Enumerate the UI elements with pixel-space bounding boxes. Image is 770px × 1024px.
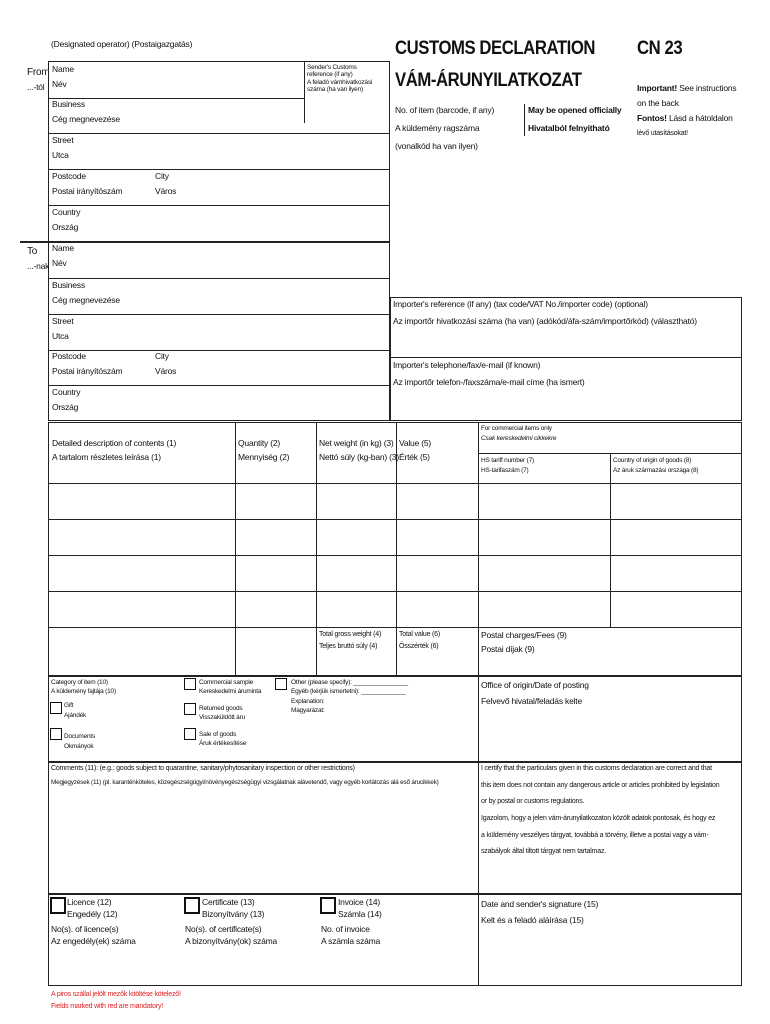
mandatory-note <box>51 991 181 1011</box>
mandatory-note-en: Fields marked with red are mandatory! <box>51 1003 164 1011</box>
documents-block <box>48 894 742 986</box>
recipient-city-field[interactable]: City Város <box>155 351 177 376</box>
content-row-1[interactable] <box>49 484 235 519</box>
returned-goods-checkbox[interactable] <box>184 703 196 715</box>
sender-name-field[interactable]: Name Név <box>52 64 74 89</box>
quantity-header: Quantity (2) Mennyiség (2) <box>238 438 290 462</box>
item-number-label-hu-2: (vonalkód ha van ilyen) <box>395 140 478 151</box>
commercial-items-header: For commercial items only Csak kereskedelmi cikkekre <box>481 425 557 443</box>
to-label: To ...-nak <box>27 246 50 271</box>
important-label: Important! <box>637 83 678 93</box>
form-title-en: CUSTOMS DECLARATION <box>395 38 596 59</box>
form-code: CN 23 <box>637 38 683 59</box>
invoice-checkbox[interactable] <box>320 897 336 914</box>
important-note <box>637 84 736 138</box>
documents-label: Documents Okmányok <box>64 733 96 751</box>
sale-of-goods-checkbox[interactable] <box>184 728 196 740</box>
sender-postcode-field[interactable]: Postcode Postai irányítószám <box>52 171 123 196</box>
fontos-text-2: lévő utasításokat! <box>637 130 688 138</box>
gift-checkbox[interactable] <box>50 702 62 714</box>
may-open-label: May be opened officially <box>528 105 622 115</box>
commercial-sample-checkbox[interactable] <box>184 678 196 690</box>
gift-label: Gift Ajándék <box>64 702 87 720</box>
recipient-country-field[interactable]: Country Ország <box>52 387 81 412</box>
total-value-field[interactable]: Total value (6) Összérték (6) <box>399 631 440 651</box>
value-header: Value (5) Érték (5) <box>399 438 432 462</box>
invoice-number-field[interactable]: No. of invoice A számla száma <box>321 924 381 946</box>
description-header: Detailed description of contents (1) A tartalom részletes leírása (1) <box>52 438 177 462</box>
item-number-field[interactable] <box>395 106 494 151</box>
country-origin-header: Country of origin of goods (8) Az áruk származási országa (8) <box>613 457 699 475</box>
licence-label: Licence (12) Engedély (12) <box>67 897 118 919</box>
documents-checkbox[interactable] <box>50 728 62 740</box>
signature-field[interactable]: Date and sender's signature (15) Kelt és a feladó aláírása (15) <box>481 899 599 925</box>
recipient-business-field[interactable]: Business Cég megnevezése <box>52 280 120 305</box>
recipient-street-field[interactable]: Street Utca <box>52 316 74 341</box>
certificate-number-field[interactable]: No(s). of certificate(s) A bizonyítvány(ok) száma <box>185 924 278 946</box>
returned-goods-label: Returned goods Visszaküldött áru <box>199 705 245 722</box>
postal-charges-field[interactable]: Postal charges/Fees (9) Postai díjak (9) <box>481 630 567 654</box>
licence-checkbox[interactable] <box>50 897 66 914</box>
fontos-label: Fontos! <box>637 112 667 123</box>
may-open-note <box>528 106 621 134</box>
certificate-checkbox[interactable] <box>184 897 200 914</box>
commercial-sample-label: Commercial sample Kereskedelmi áruminta <box>199 679 262 696</box>
form-title-hu: VÁM-ÁRUNYILATKOZAT <box>395 70 582 91</box>
sender-city-field[interactable]: City Város <box>155 171 177 196</box>
sender-country-field[interactable]: Country Ország <box>52 207 81 232</box>
sale-of-goods-label: Sale of goods Áruk értékesítése <box>199 731 247 748</box>
item-number-label-hu: A küldemény ragszáma <box>395 122 480 133</box>
net-weight-header: Net weight (in kg) (3) Nettó súly (kg-ban) (3) <box>319 438 399 462</box>
certification-text: I certify that the particulars given in this customs declaration are correct and that this item does not contain any dangerous article or articles prohibited by legislation or by postal or customs regulations. Igazolom, hogy a jelen vám-árunyilatkozaton közölt adatok pontosak, és hogy ez a küldemény veszélyes tárgyat, továbbá a törvény, illetve a postai vagy a vám- szabályok által tiltott tárgyat nem tartalmaz. <box>481 765 720 856</box>
total-weight-field[interactable]: Total gross weight (4) Teljes bruttó súly (4) <box>319 631 382 651</box>
may-open-label-hu: Hivatalból felnyitható <box>528 122 610 133</box>
sender-business-field[interactable]: Business Cég megnevezése <box>52 99 120 124</box>
hs-tariff-header: HS tariff number (7) HS-tarifaszám (7) <box>481 457 534 475</box>
recipient-postcode-field[interactable]: Postcode Postai irányítószám <box>52 351 123 376</box>
important-text: See instructions <box>679 83 737 93</box>
from-label: From ...-tól <box>27 67 50 92</box>
invoice-label: Invoice (14) Számla (14) <box>338 897 382 919</box>
sender-street-field[interactable]: Street Utca <box>52 135 74 160</box>
content-row-2[interactable] <box>49 520 235 555</box>
other-checkbox[interactable] <box>275 678 287 690</box>
important-text-2: on the back <box>637 97 679 108</box>
licence-number-field[interactable]: No(s). of licence(s) Az engedély(ek) száma <box>51 924 136 946</box>
recipient-name-field[interactable]: Name Név <box>52 243 74 268</box>
content-row-4[interactable] <box>49 592 235 627</box>
office-of-origin-field[interactable]: Office of origin/Date of posting Felvevő hivatal/feladás kelte <box>481 680 589 706</box>
category-label: Category of item (10) A küldemény fajtája (10) <box>51 679 116 696</box>
comments-field[interactable]: Comments (11): (e.g.: goods subject to quarantine, sanitary/phytosanitary inspection or other restrictions) Megjegyzések (11) (pl. karanténköteles, közegészségügyi/növényegészségügyi vizsgálatnak alávetendő, vagy egyéb korlátozás alá eső árucikkek) <box>51 765 439 787</box>
certificate-label: Certificate (13) Bizonyítvány (13) <box>202 897 265 919</box>
importer-reference-field[interactable]: Importer's reference (if any) (tax code/VAT No./importer code) (optional) Az importőr hivatkozási száma (ha van) (adókód/áfa-szám/importőrkód) (választható) <box>393 299 697 326</box>
importer-phone-field[interactable]: Importer's telephone/fax/e-mail (if known) Az importőr telefon-/faxszáma/e-mail címe (ha ismert) <box>393 360 585 387</box>
designated-operator-label: (Designated operator) (Postaigazgatás) <box>51 39 193 49</box>
other-label: Other (please specify): ________________ Egyéb (kérjük ismertetni): _____________ Explanation: Magyarázat: <box>291 679 409 715</box>
mandatory-note-hu: A piros szállal jelölt mezők kitöltése kötelező! <box>51 991 181 998</box>
item-number-label: No. of item (barcode, if any) <box>395 105 495 115</box>
fontos-text: Lásd a hátoldalon <box>668 112 733 123</box>
content-row-3[interactable] <box>49 556 235 591</box>
sender-customs-ref-field[interactable]: Sender's Customs reference (if any) A feladó vámhivatkozási száma (ha van ilyen) <box>307 64 373 94</box>
